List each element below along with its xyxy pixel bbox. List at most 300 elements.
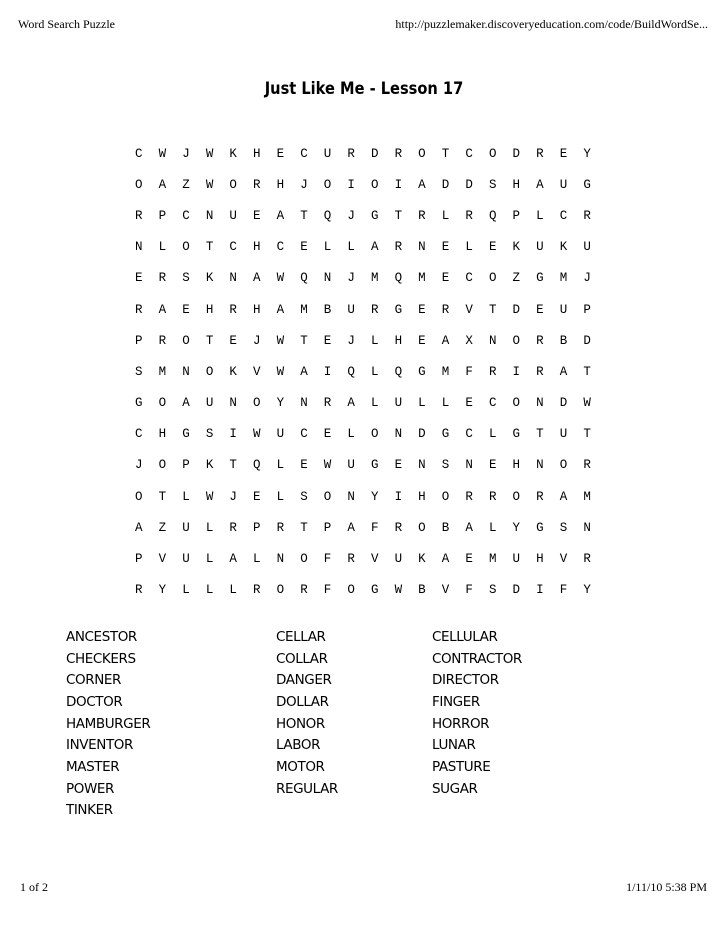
grid-letter: O — [559, 458, 568, 473]
grid-letter: R — [253, 583, 261, 598]
grid-letter: R — [135, 302, 143, 317]
grid-letter: S — [488, 177, 497, 192]
grid-letter: M — [370, 271, 379, 286]
grid-letter: O — [323, 489, 332, 504]
grid-letter: I — [536, 583, 544, 598]
grid-letter: K — [229, 146, 237, 161]
grid-letter: N — [347, 489, 355, 504]
grid-letter: E — [135, 271, 143, 286]
grid-letter: P — [323, 520, 332, 535]
grid-letter: D — [512, 302, 521, 317]
grid-letter: R — [536, 333, 544, 348]
grid-letter: O — [253, 396, 261, 411]
grid-letter: N — [276, 552, 285, 567]
grid-letter: N — [229, 396, 237, 411]
grid-letter: G — [512, 427, 521, 442]
grid-letter: E — [536, 302, 544, 317]
grid-letter: W — [276, 364, 285, 379]
grid-letter: X — [465, 333, 473, 348]
grid-letter: N — [205, 208, 214, 223]
grid-letter: G — [536, 520, 544, 535]
grid-letter: J — [182, 146, 190, 161]
grid-letter: D — [512, 146, 521, 161]
grid-letter: O — [135, 177, 143, 192]
grid-letter: J — [583, 271, 591, 286]
grid-letter: E — [253, 489, 261, 504]
grid-letter: P — [182, 458, 190, 473]
grid-letter: J — [253, 333, 261, 348]
grid-letter: O — [488, 146, 497, 161]
grid-letter: U — [559, 177, 568, 192]
grid-letter: L — [276, 489, 285, 504]
word-list-item: DOLLAR — [276, 693, 329, 710]
grid-letter: L — [229, 583, 237, 598]
grid-letter: N — [300, 396, 308, 411]
grid-letter: W — [205, 489, 214, 504]
grid-letter: O — [347, 583, 355, 598]
grid-letter: G — [135, 396, 143, 411]
grid-letter: F — [323, 583, 332, 598]
grid-letter: N — [182, 364, 190, 379]
grid-letter: G — [370, 208, 379, 223]
grid-letter: O — [300, 552, 308, 567]
word-list-item: PASTURE — [432, 758, 491, 775]
grid-letter: V — [253, 364, 261, 379]
grid-letter: U — [394, 552, 403, 567]
grid-letter: N — [488, 333, 497, 348]
grid-letter: W — [253, 427, 261, 442]
grid-letter: F — [465, 364, 473, 379]
grid-letter: D — [512, 583, 521, 598]
word-list-item: DANGER — [276, 672, 332, 689]
grid-letter: L — [182, 583, 190, 598]
grid-letter: W — [394, 583, 403, 598]
grid-letter: L — [536, 208, 544, 223]
word-list-item: HAMBURGER — [66, 715, 151, 732]
grid-letter: G — [394, 302, 403, 317]
grid-letter: E — [488, 240, 497, 255]
grid-letter: H — [253, 302, 261, 317]
grid-letter: J — [135, 458, 143, 473]
footer-timestamp: 1/11/10 5:38 PM — [626, 880, 707, 894]
grid-letter: L — [370, 333, 379, 348]
grid-letter: J — [347, 208, 355, 223]
grid-letter: N — [536, 458, 544, 473]
grid-letter: O — [182, 333, 190, 348]
grid-letter: E — [559, 146, 568, 161]
grid-letter: A — [182, 396, 190, 411]
grid-letter: I — [347, 177, 355, 192]
grid-letter: F — [559, 583, 568, 598]
grid-letter: G — [441, 427, 450, 442]
grid-letter: A — [347, 396, 355, 411]
grid-letter: E — [229, 333, 237, 348]
grid-letter: C — [465, 271, 473, 286]
grid-letter: R — [583, 208, 591, 223]
word-list-row — [66, 648, 582, 670]
grid-letter: A — [441, 333, 450, 348]
word-list-item: CHECKERS — [66, 650, 136, 667]
grid-letter: T — [536, 427, 544, 442]
grid-letter: B — [418, 583, 426, 598]
grid-letter: Q — [394, 271, 403, 286]
word-list-item: CORNER — [66, 672, 122, 689]
word-list-item: CELLAR — [276, 628, 326, 645]
grid-letter: R — [135, 208, 143, 223]
word-list-item: MOTOR — [276, 758, 325, 775]
grid-letter: Y — [158, 583, 167, 598]
grid-letter: N — [323, 271, 332, 286]
grid-letter: E — [418, 302, 426, 317]
word-list-row — [66, 626, 582, 648]
grid-letter: S — [441, 458, 450, 473]
grid-letter: U — [583, 240, 591, 255]
grid-letter: P — [583, 302, 591, 317]
grid-letter: N — [394, 427, 403, 442]
grid-letter: C — [276, 240, 285, 255]
grid-letter: I — [512, 364, 521, 379]
header-page-title: Word Search Puzzle — [18, 17, 115, 31]
grid-letter: U — [182, 520, 190, 535]
grid-letter: E — [300, 458, 308, 473]
footer-page-number: 1 of 2 — [20, 880, 48, 894]
grid-letter: V — [370, 552, 379, 567]
grid-letter: C — [488, 396, 497, 411]
grid-letter: S — [300, 489, 308, 504]
word-list-item: COLLAR — [276, 650, 328, 667]
grid-letter: I — [394, 489, 403, 504]
grid-letter: A — [158, 302, 167, 317]
grid-letter: L — [253, 552, 261, 567]
grid-letter: O — [441, 489, 450, 504]
grid-letter: J — [347, 333, 355, 348]
grid-letter: R — [536, 146, 544, 161]
grid-letter: D — [583, 333, 591, 348]
word-list-row — [66, 778, 582, 800]
grid-letter: E — [182, 302, 190, 317]
grid-letter: Q — [394, 364, 403, 379]
grid-letter: L — [347, 427, 355, 442]
word-list-item: LABOR — [276, 737, 321, 754]
grid-letter: O — [158, 396, 167, 411]
word-list-item: REGULAR — [276, 780, 338, 797]
grid-letter: A — [135, 520, 143, 535]
grid-letter: O — [512, 489, 521, 504]
word-list — [66, 626, 582, 821]
grid-row — [127, 232, 599, 263]
grid-letter: R — [465, 208, 473, 223]
grid-row — [127, 481, 599, 512]
grid-letter: T — [394, 208, 403, 223]
grid-letter: O — [323, 177, 332, 192]
grid-letter: G — [583, 177, 591, 192]
grid-letter: S — [135, 364, 143, 379]
grid-letter: U — [559, 427, 568, 442]
grid-row — [127, 169, 599, 200]
grid-letter: U — [394, 396, 403, 411]
word-list-row — [66, 713, 582, 735]
grid-letter: E — [488, 458, 497, 473]
grid-letter: U — [323, 146, 332, 161]
grid-letter: F — [323, 552, 332, 567]
grid-letter: J — [229, 489, 237, 504]
grid-letter: C — [465, 146, 473, 161]
grid-letter: O — [418, 520, 426, 535]
word-list-item: FINGER — [432, 693, 480, 710]
grid-letter: O — [229, 177, 237, 192]
grid-letter: G — [370, 458, 379, 473]
grid-letter: N — [229, 271, 237, 286]
grid-row — [127, 200, 599, 231]
grid-letter: O — [135, 489, 143, 504]
grid-letter: R — [253, 177, 261, 192]
grid-letter: R — [347, 146, 355, 161]
grid-letter: H — [276, 177, 285, 192]
grid-letter: O — [370, 177, 379, 192]
grid-letter: N — [583, 520, 591, 535]
grid-letter: E — [465, 396, 473, 411]
grid-letter: D — [465, 177, 473, 192]
grid-letter: A — [300, 364, 308, 379]
grid-letter: G — [418, 364, 426, 379]
word-search-grid — [127, 138, 599, 606]
grid-letter: S — [559, 520, 568, 535]
grid-letter: T — [229, 458, 237, 473]
grid-letter: O — [512, 333, 521, 348]
grid-letter: A — [465, 520, 473, 535]
grid-letter: W — [205, 146, 214, 161]
grid-letter: R — [418, 208, 426, 223]
grid-letter: B — [323, 302, 332, 317]
grid-letter: G — [370, 583, 379, 598]
grid-letter: R — [465, 489, 473, 504]
grid-letter: K — [205, 271, 214, 286]
word-list-row — [66, 691, 582, 713]
grid-letter: E — [323, 427, 332, 442]
word-list-item: MASTER — [66, 758, 120, 775]
grid-letter: Z — [512, 271, 521, 286]
grid-letter: L — [441, 396, 450, 411]
grid-letter: I — [323, 364, 332, 379]
grid-row — [127, 419, 599, 450]
grid-letter: C — [135, 427, 143, 442]
grid-letter: P — [512, 208, 521, 223]
grid-row — [127, 325, 599, 356]
grid-letter: W — [205, 177, 214, 192]
grid-letter: R — [488, 489, 497, 504]
grid-letter: Q — [488, 208, 497, 223]
grid-letter: M — [488, 552, 497, 567]
grid-letter: Q — [253, 458, 261, 473]
grid-row — [127, 575, 599, 606]
grid-letter: R — [323, 396, 332, 411]
grid-letter: M — [559, 271, 568, 286]
grid-letter: R — [536, 489, 544, 504]
grid-row — [127, 356, 599, 387]
grid-letter: R — [158, 271, 167, 286]
grid-letter: T — [158, 489, 167, 504]
grid-letter: A — [370, 240, 379, 255]
grid-letter: L — [347, 240, 355, 255]
grid-letter: L — [418, 396, 426, 411]
grid-letter: W — [276, 333, 285, 348]
grid-letter: R — [583, 552, 591, 567]
grid-letter: R — [135, 583, 143, 598]
grid-letter: E — [300, 240, 308, 255]
grid-row — [127, 450, 599, 481]
grid-letter: A — [253, 271, 261, 286]
grid-letter: S — [488, 583, 497, 598]
grid-letter: E — [323, 333, 332, 348]
grid-row — [127, 138, 599, 169]
word-list-item: DIRECTOR — [432, 672, 499, 689]
grid-row — [127, 294, 599, 325]
grid-letter: O — [182, 240, 190, 255]
grid-letter: R — [441, 302, 450, 317]
grid-letter: E — [418, 333, 426, 348]
grid-letter: Q — [300, 271, 308, 286]
word-list-item: SUGAR — [432, 780, 478, 797]
grid-letter: L — [182, 489, 190, 504]
grid-letter: H — [205, 302, 214, 317]
grid-letter: L — [370, 396, 379, 411]
grid-letter: Y — [583, 583, 591, 598]
grid-letter: T — [205, 333, 214, 348]
grid-letter: J — [347, 271, 355, 286]
word-list-item: ANCESTOR — [66, 628, 137, 645]
grid-letter: U — [276, 427, 285, 442]
grid-letter: W — [158, 146, 167, 161]
grid-letter: T — [441, 146, 450, 161]
word-list-item: POWER — [66, 780, 115, 797]
grid-letter: A — [441, 552, 450, 567]
grid-letter: K — [418, 552, 426, 567]
grid-letter: A — [418, 177, 426, 192]
grid-letter: E — [276, 146, 285, 161]
grid-letter: W — [583, 396, 591, 411]
grid-letter: P — [253, 520, 261, 535]
grid-letter: R — [347, 552, 355, 567]
grid-letter: K — [559, 240, 568, 255]
grid-letter: D — [441, 177, 450, 192]
grid-letter: K — [512, 240, 521, 255]
grid-letter: R — [229, 302, 237, 317]
grid-letter: O — [512, 396, 521, 411]
word-list-row — [66, 800, 582, 822]
grid-row — [127, 388, 599, 419]
grid-letter: M — [441, 364, 450, 379]
grid-letter: T — [300, 520, 308, 535]
grid-letter: M — [158, 364, 167, 379]
grid-letter: A — [276, 302, 285, 317]
grid-letter: T — [300, 208, 308, 223]
grid-letter: N — [465, 458, 473, 473]
word-list-item: HORROR — [432, 715, 490, 732]
grid-letter: T — [488, 302, 497, 317]
grid-letter: R — [394, 240, 403, 255]
grid-letter: B — [559, 333, 568, 348]
grid-letter: M — [583, 489, 591, 504]
grid-letter: D — [370, 146, 379, 161]
grid-letter: T — [583, 427, 591, 442]
grid-letter: A — [229, 552, 237, 567]
grid-letter: L — [205, 520, 214, 535]
word-list-item: CONTRACTOR — [432, 650, 522, 667]
grid-letter: I — [394, 177, 403, 192]
grid-letter: C — [559, 208, 568, 223]
grid-letter: U — [347, 458, 355, 473]
grid-letter: C — [300, 427, 308, 442]
grid-letter: R — [276, 520, 285, 535]
grid-letter: R — [158, 333, 167, 348]
grid-letter: T — [300, 333, 308, 348]
grid-letter: J — [300, 177, 308, 192]
grid-letter: W — [323, 458, 332, 473]
grid-letter: A — [347, 520, 355, 535]
grid-letter: W — [276, 271, 285, 286]
grid-letter: Q — [323, 208, 332, 223]
grid-letter: N — [536, 396, 544, 411]
grid-letter: L — [488, 520, 497, 535]
grid-letter: O — [418, 146, 426, 161]
grid-letter: C — [135, 146, 143, 161]
grid-letter: N — [418, 458, 426, 473]
word-list-item: CELLULAR — [432, 628, 498, 645]
grid-row — [127, 263, 599, 294]
word-list-item: TINKER — [66, 802, 113, 819]
grid-letter: V — [465, 302, 473, 317]
grid-letter: I — [229, 427, 237, 442]
grid-letter: L — [205, 552, 214, 567]
word-list-item: HONOR — [276, 715, 325, 732]
grid-letter: B — [441, 520, 450, 535]
grid-letter: R — [536, 364, 544, 379]
grid-letter: Y — [370, 489, 379, 504]
word-list-row — [66, 734, 582, 756]
grid-letter: Z — [158, 520, 167, 535]
grid-row — [127, 543, 599, 574]
grid-letter: C — [300, 146, 308, 161]
grid-letter: P — [158, 208, 167, 223]
grid-letter: E — [253, 208, 261, 223]
grid-letter: O — [205, 364, 214, 379]
grid-letter: L — [465, 240, 473, 255]
grid-letter: H — [418, 489, 426, 504]
grid-letter: L — [488, 427, 497, 442]
grid-letter: P — [135, 552, 143, 567]
grid-letter: L — [441, 208, 450, 223]
grid-letter: V — [441, 583, 450, 598]
grid-letter: R — [394, 520, 403, 535]
grid-letter: F — [465, 583, 473, 598]
grid-letter: M — [418, 271, 426, 286]
grid-letter: G — [536, 271, 544, 286]
grid-letter: T — [583, 364, 591, 379]
grid-letter: R — [300, 583, 308, 598]
grid-letter: A — [276, 208, 285, 223]
grid-letter: Q — [347, 364, 355, 379]
grid-letter: Y — [512, 520, 521, 535]
grid-letter: S — [205, 427, 214, 442]
grid-letter: V — [559, 552, 568, 567]
grid-letter: L — [370, 364, 379, 379]
word-list-item: INVENTOR — [66, 737, 133, 754]
grid-letter: C — [229, 240, 237, 255]
grid-letter: O — [488, 271, 497, 286]
grid-letter: D — [559, 396, 568, 411]
word-list-item: LUNAR — [432, 737, 476, 754]
grid-letter: H — [512, 177, 521, 192]
